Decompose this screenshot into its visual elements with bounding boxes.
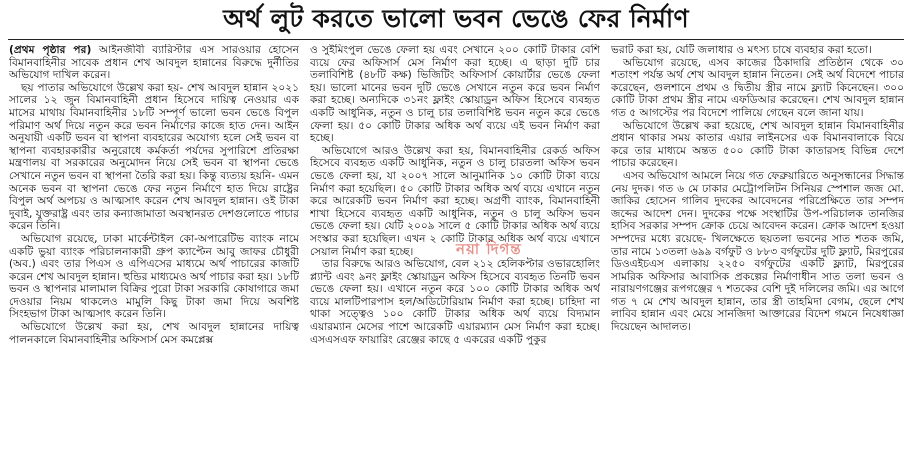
article-column-3	[611, 44, 904, 458]
article-column-1	[9, 44, 299, 458]
paragraph: অভিযোগ রয়েছে, এসব কাজের ঠিকাদারি প্রতিষ্ঠান থেকে ৩০ শতাংশ পর্যন্ত অর্থ শেখ আবদুল হান্নান নিতেন। সেই অর্থ বিদেশে পাচার করেছেন, গুলশানে প্রথম ও দ্বিতীয় স্ত্রীর নামে ফ্ল্যাট কিনেছেন। ৩০০ কোটি টাকা প্রথম স্ত্রীর নামে এফডিআর করেছেন। শেখ আবদুল হান্নান গত ৫ আগস্টের পর বিদেশে পালিয়ে গেছেন বলে জানা যায়।	[611, 56, 904, 119]
watermark-stamp: নয়া দিগন্ত	[456, 240, 522, 258]
paragraph: অভিযোগে উল্লেখ করা হয়েছে, শেখ আবদুল হান্নান বিমানবাহিনীর প্রধান থাকার সময় কাতার এয়ার লাইনসের এক বিমানবালাকে বিয়ে করে তার মাধ্যমে অন্তত ৫০০ কোটি টাকা কাতারসহ বিভিন্ন দেশে পাচার করেছেন।	[611, 119, 904, 170]
continuation-marker: (প্রথম পৃষ্ঠার পর)	[9, 44, 92, 56]
article-column-2	[310, 44, 600, 458]
paragraph: অভিযোগে উল্লেখ করা হয়, শেখ আবদুল হান্নানের দায়িত্ব পালনকালে বিমানবাহিনীর অফিসার্স মেস কমপ্লেক্স	[9, 321, 299, 346]
paragraph: ভরাট করা হয়, যেটি জলাধার ও মৎস্য চাষে ব্যবহার করা হতো।	[611, 44, 872, 56]
headline: অর্থ লুট করতে ভালো ভবন ভেঙে ফের নির্মাণ	[223, 4, 689, 33]
paragraph: এসব অভিযোগ আমলে নিয়ে গত ফেব্রুয়ারিতে অনুসন্ধানের সিদ্ধান্ত নেয় দুদক। গত ৬ মে ঢাকার মেট্রোপলিটন সিনিয়র স্পেশাল জজ মো. জাকির হোসেন গালিব দুদকের আবেদনের পরিপ্রেক্ষিতে তার সম্পদ জব্দের আদেশ দেন। দুদকের পক্ষে সংস্থাটির উপ-পরিচালক তানজির হাসিব সরকার সম্পদ ক্রোক চেয়ে আবেদন করেন। ক্রোক আদেশ হওয়া সম্পদের মধ্যে রয়েছে- খিলক্ষেতে ছয়তলা ভবনের সাত শতক জমি, তার নামে ১৩তলা ৬৯৯ বর্গফুট ও ৮৮৩ বর্গফুটের দুটি ফ্ল্যাট, মিরপুরের ডিওএইচএস এলাকায় ২২৫০ বর্গফুটের একটি ফ্ল্যাট, মিরপুরের সামরিক অফিসার আবাসিক প্রকল্পের নির্মাণাধীন সাত তলা ভবন ও নারায়ণগঞ্জের রূপগঞ্জের ৭ শতকের বেশি দুই দলিলের জমি। এর আগে গত ৭ মে শেখ আবদুল হান্নান, তার স্ত্রী তাহমিদা বেগম, ছেলে শেখ লাবিব হান্নান এবং মেয়ে সানজিদা আক্তারের বিদেশ গমনে নিষেধাজ্ঞা দিয়েছেন আদালত।	[611, 169, 904, 334]
paragraph: অভিযোগে আরও উল্লেখ করা হয়, বিমানবাহিনীর রেকর্ড অফিস হিসেবে ব্যবহৃত একটি আধুনিক, নতুন ও চালু চারতলা অফিস ভবন ভেঙে ফেলা হয়, যা ২০০৭ সালে আনুমানিক ১০ কোটি টাকা ব্যয়ে নির্মাণ করা হয়েছিল। ৫০ কোটি টাকার অধিক অর্থ ব্যয়ে এখানে নতুন করে আরেকটি ভবন নির্মাণ করা হচ্ছে। অগ্রণী ব্যাংক, বিমানবাহিনী শাখা হিসেবে ব্যবহৃত একটি আধুনিক, নতুন ও চালু অফিস ভবন ভেঙে ফেলা হয়। যেটি ২০০৯ সালে ৫ কোটি টাকার অধিক অর্থ ব্যয়ে সংস্কার করা হয়েছিল। এখন ২ কোটি টাকার অধিক অর্থ ব্যয়ে এখানে সেয়াল নির্মাণ করা হচ্ছে।	[310, 144, 600, 258]
paragraph: তার বিরুদ্ধে আরও অভিযোগ, বেল ২১২ হেলিকপ্টার ওভারহোলিং প্ল্যান্ট এবং ৯নং ফ্লাইং স্কোয়াড্রন অফিস হিসেবে ব্যবহৃত তিনটি ভবন ভেঙে ফেলা হয়। এখানে নতুন করে ১০০ কোটি টাকার অধিক অর্থ ব্যয়ে মালটিপারপাস হল/অডিটোরিয়াম নির্মাণ করা হচ্ছে। চাহিদা না থাকা সত্ত্বেও ১০০ কোটি টাকার অধিক অর্থ ব্যয়ে বিদ্যমান এয়ারম্যান মেসের পাশে আরেকটি এয়ারম্যান মেস নির্মাণ করা হচ্ছে। এসএসএফ ফায়ারিং রেঞ্জের কাছে ৫ একরের একটি পুকুর	[310, 258, 600, 346]
paragraph-text: আইনজীবী ব্যারিস্টার এস সারওয়ার হোসেন বিমানবাহিনীর সাবেক প্রধান শেখ আবদুল হান্নানের বিরুদ্ধে দুর্নীতির অভিযোগ দাখিল করেন।	[9, 44, 299, 82]
paragraph: অভিযোগ রয়েছে, ঢাকা মার্কেন্টাইল কো-অপারেটিভ ব্যাংক নামে একটি ভুয়া ব্যাংক পরিচালনাকারী গ্রুপ ক্যাপ্টেন আবু জাফর চৌধুরী (অব.) এবং তার পিএস ও এপিএসের মাধ্যমে অর্থ পাচারের কাজটি করেন শেখ আবদুল হান্নান। হুন্ডির মাধ্যমেও অর্থ পাচার করা হয়। ১৮টি ভবন ও স্থাপনার মালামাল বিক্রির পুরো টাকা সরকারি কোষাগারে জমা দেওয়ার নিয়ম থাকলেও মামুলি কিছু টাকা জমা দিয়ে অবশিষ্ট সিংহভাগ টাকা আত্মসাৎ করেন তিনি।	[9, 232, 299, 321]
paragraph: ছয় পাতার অভিযোগে উল্লেখ করা হয়- শেখ আবদুল হান্নান ২০২১ সালের ১২ জুন বিমানবাহিনী প্রধান হিসেবে দায়িত্ব নেওয়ার এক মাসের মাথায় বিমানবাহিনীর ১৮টি সম্পূর্ণ ভালো ভবন ভেঙে বিপুল পরিমাণ অর্থ দিয়ে নতুন করে ভবন নির্মাণের কাজে হাত দেন। আইন অনুযায়ী একটি ভবন বা স্থাপনা ব্যবহারের অযোগ্য হলে সেই ভবন বা স্থাপনা ব্যবহারকারীর অনুরোধে কর্মকর্তা পর্যদের সুপারিশে প্রতিরক্ষা মন্ত্রণালয় বা সরকারের অনুমোদন নিয়ে সেই ভবন বা স্থাপনা ভেঙে সেখানে নতুন ভবন বা স্থাপনা তৈরি করা হয়। কিন্তু ব্যত্যয় হয়নি- এমন অনেক ভবন বা স্থাপনা ভেঙে ফের নতুন নির্মাণে হাত দিয়ে রাষ্ট্রের বিপুল অর্থ অপচয় ও আত্মসাৎ করেন শেখ আবদুল হান্নান। ওই টাকা দুবাই, যুক্তরাষ্ট্র এবং তার কন্যাজামাতা অবস্থানরত দেশগুলোতে পাচার করেন তিনি।	[9, 81, 299, 233]
paragraph	[9, 44, 299, 82]
headline-divider	[8, 39, 904, 40]
paragraph: ও সুইমিংপুল ভেঙে ফেলা হয় এবং সেখানে ২০০ কোটি টাকার বেশি ব্যয়ে ফের অফিসার্স মেস নির্মাণ করা হচ্ছে। এ ছাড়া দুটি চার তলাবিশিষ্ট (৪৮টি কক্ষ) ভিজিটিং অফিসার্স কোয়ার্টার ভেঙে ফেলা হয়। ভালো মানের ভবন দুটি ভেঙে সেখানে নতুন করে ভবন নির্মাণ করা হচ্ছে। অন্যদিকে ৩১নং ফ্লাইং স্কোয়াড্রন অফিস হিসেবে ব্যবহৃত একটি আধুনিক, নতুন ও চালু চার তলাবিশিষ্ট ভবন নতুন করে ভেঙে ফেলা হয়। ৫০ কোটি টাকার অধিক অর্থ ব্যয়ে এই ভবন নির্মাণ করা হচ্ছে।	[310, 44, 600, 145]
